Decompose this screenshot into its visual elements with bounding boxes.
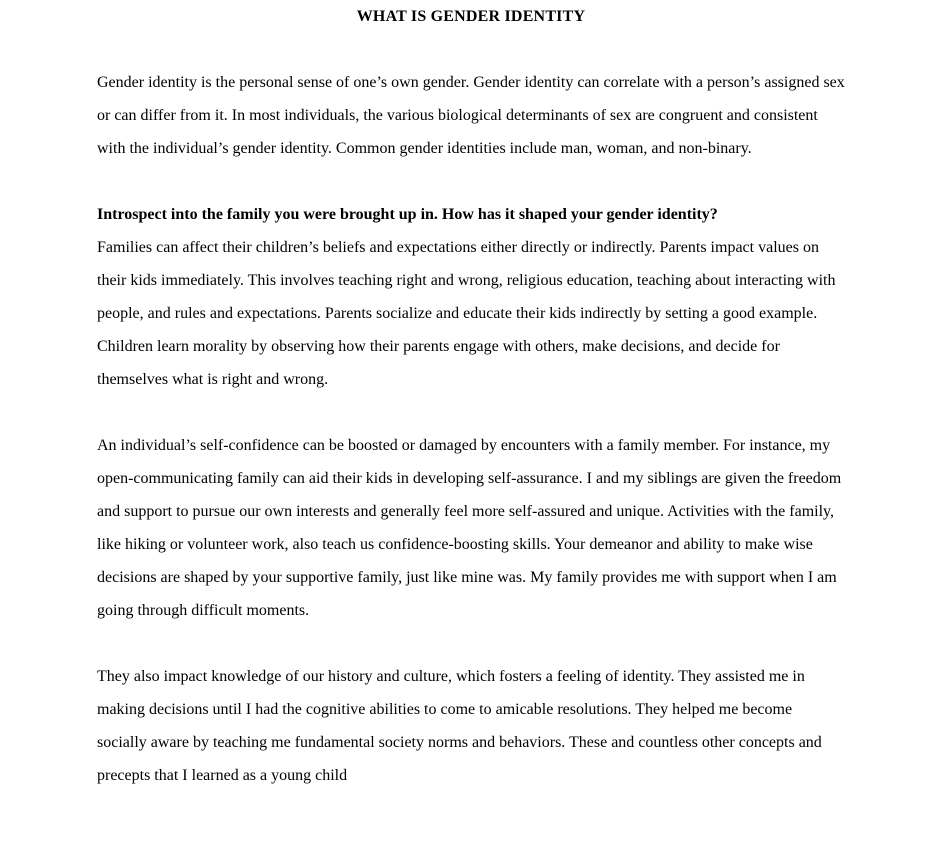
section-family-influence [97, 198, 845, 396]
paragraph-history-culture: They also impact knowledge of our history and culture, which fosters a feeling of identity. They assisted me in making decisions until I had the cognitive abilities to come to amicable resolutions. They helped me become socially aware by teaching me fundamental society norms and behaviors. These and countless other concepts and precepts that I learned as a young child [97, 668, 822, 784]
section-heading-family-question: Introspect into the family you were brought up in. How has it shaped your gender identity? [97, 206, 718, 223]
paragraph-self-confidence: An individual’s self-confidence can be boosted or damaged by encounters with a family member. For instance, my open-communicating family can aid their kids in developing self-assurance. I and my siblings are given the freedom and support to pursue our own interests and generally feel more self-assured and unique. Activities with the family, like hiking or volunteer work, also teach us confidence-boosting skills. Your demeanor and ability to make wise decisions are shaped by your supportive family, just like mine was. My family provides me with support when I am going through difficult moments. [97, 437, 842, 619]
document-content [97, 0, 845, 792]
paragraph-family-influence: Families can affect their children’s beliefs and expectations either directly or indirectly. Parents impact values on their kids immediately. This involves teaching right and wrong, religious education, teaching about interacting with people, and rules and expectations. Parents socialize and educate their kids indirectly by setting a good example. Children learn morality by observing how their parents engage with others, make decisions, and decide for themselves what is right and wrong. [97, 239, 836, 388]
document-title: WHAT IS GENDER IDENTITY [356, 8, 586, 25]
paragraph-gender-identity-definition: Gender identity is the personal sense of one’s own gender. Gender identity can correlate with a person’s assigned sex or can differ from it. In most individuals, the various biological determinants of sex are congruent and consistent with the individual’s gender identity. Common gender identities include man, woman, and non-binary. [97, 74, 845, 157]
